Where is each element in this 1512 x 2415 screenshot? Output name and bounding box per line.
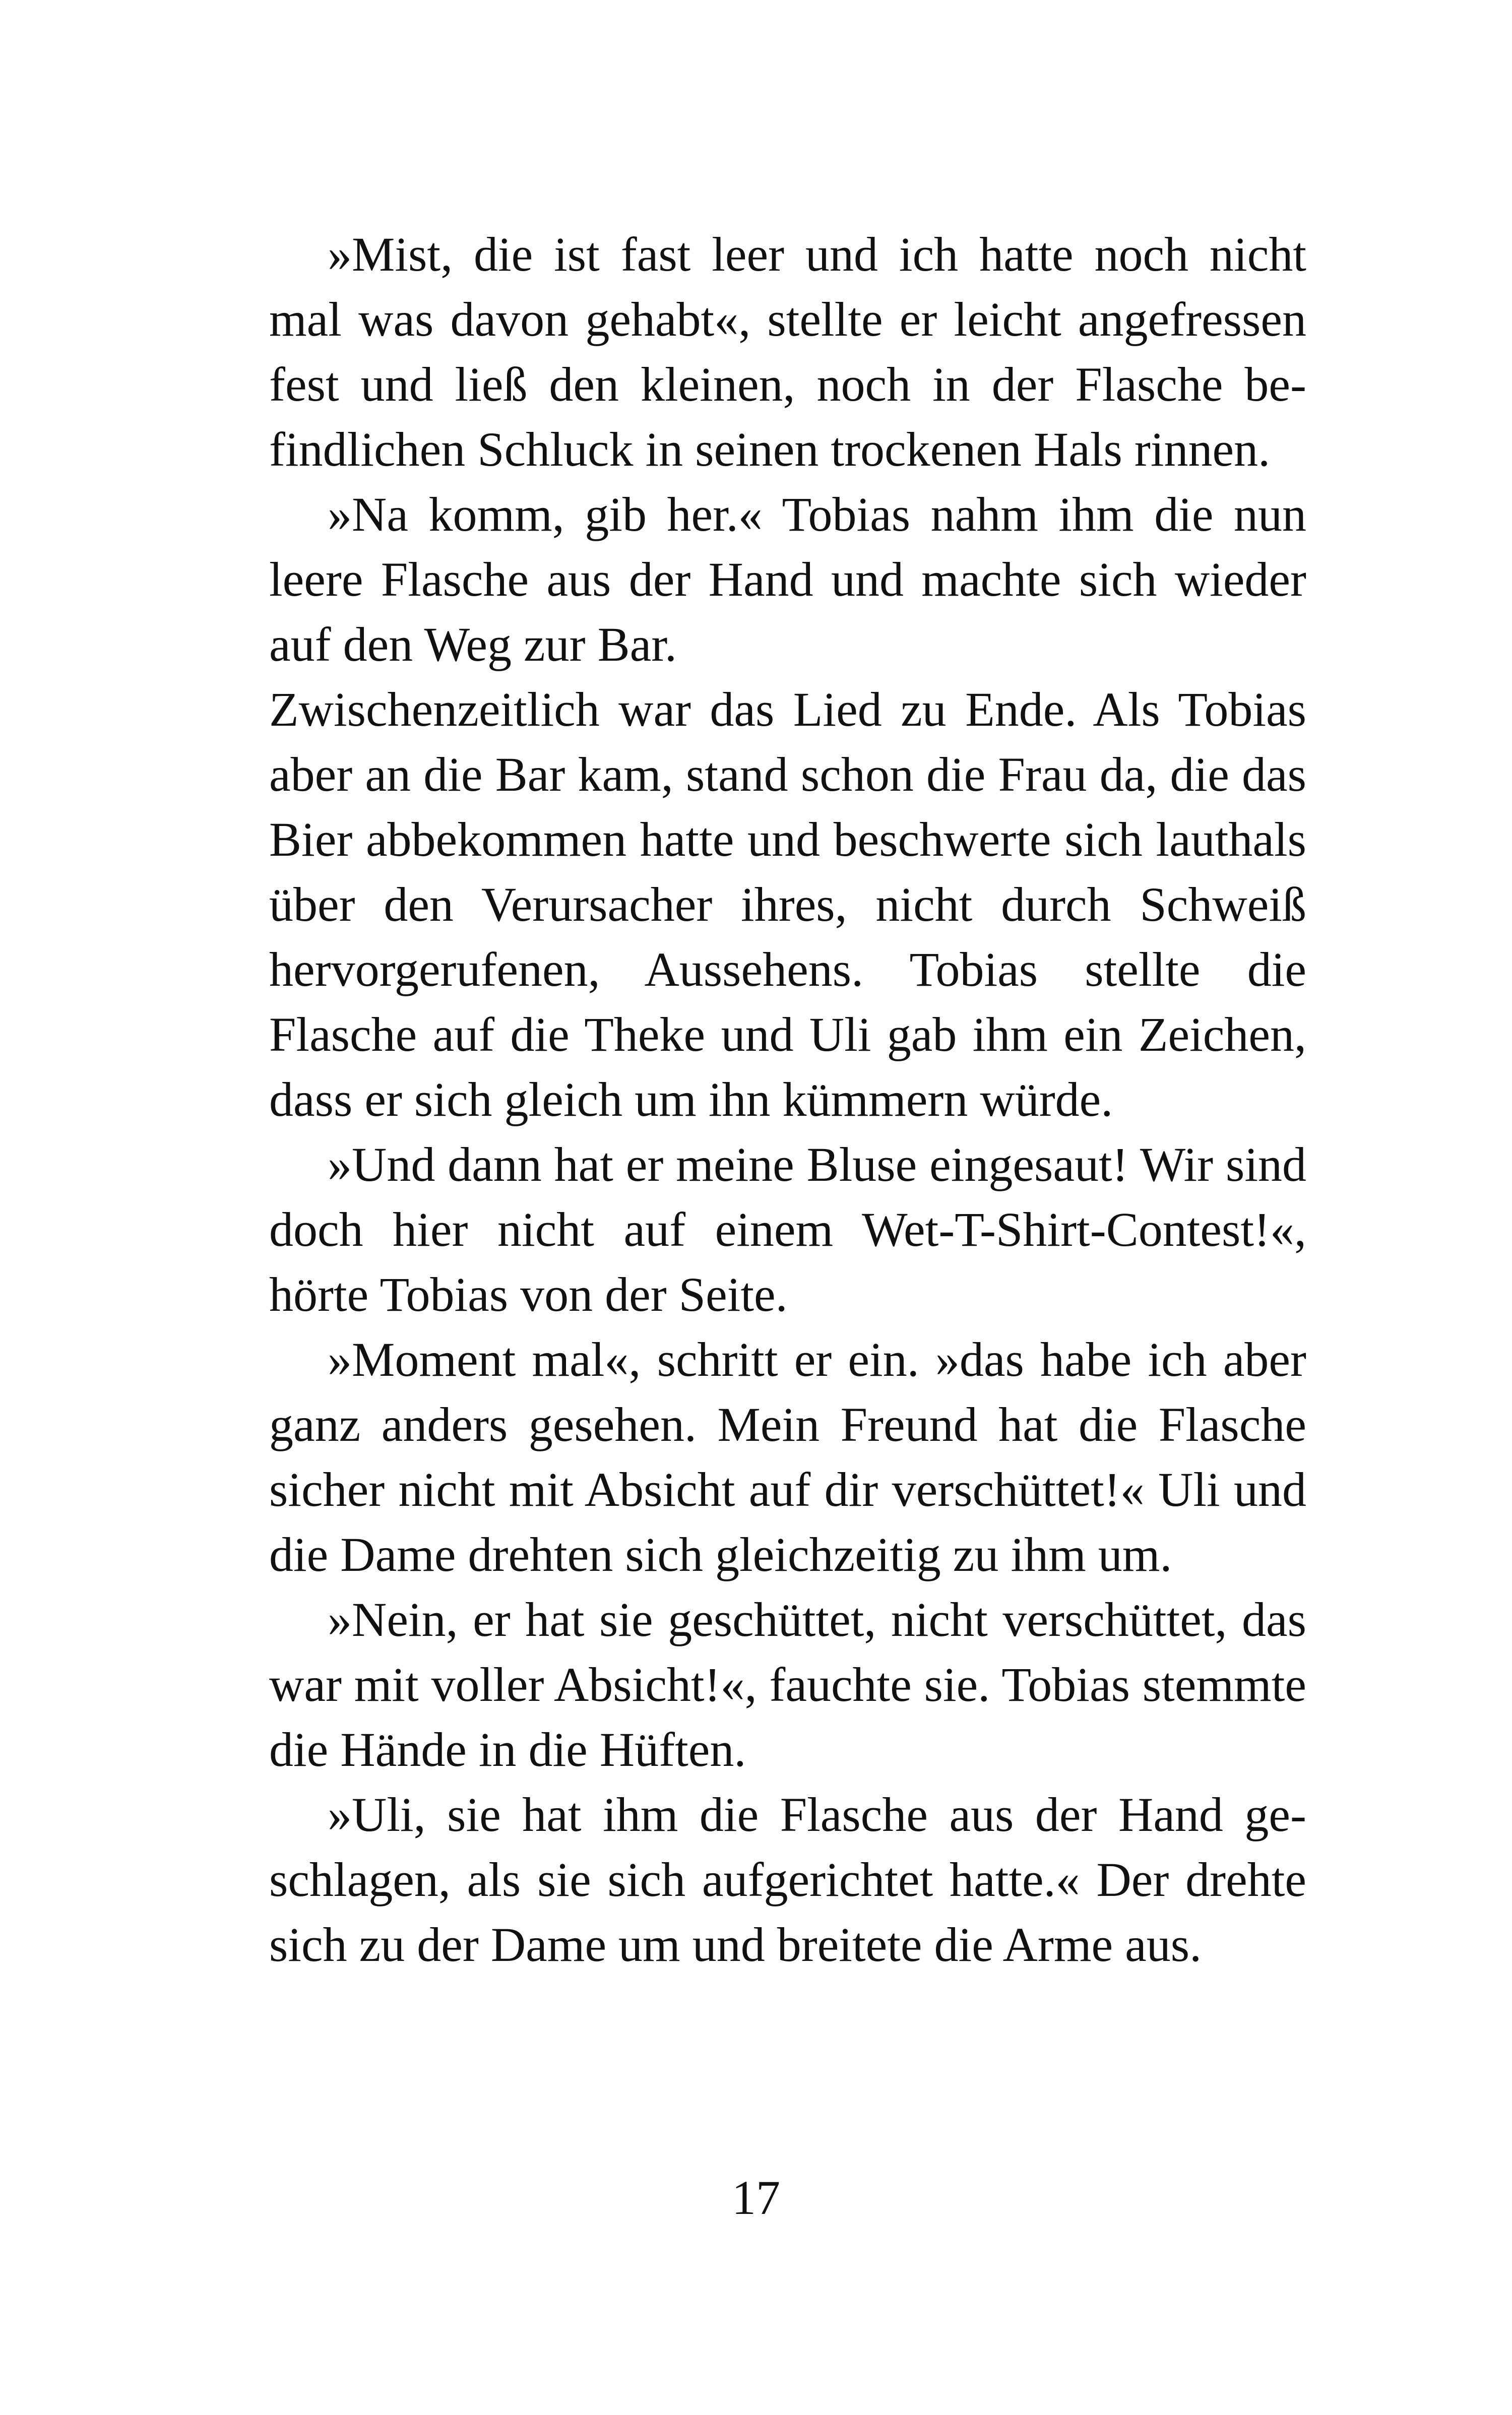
paragraph-3: Zwischenzeitlich war das Lied zu Ende. Als Tobias aber an die Bar kam, stand schon die Frau da, die das Bier abbekommen hatte und beschwerte sich lauthals über den Verursacher ihres, nicht durch Schweiß hervorgerufenen, Aussehens. Tobias stellte die Flasche auf die Theke und Uli gab ihm ein Zeichen, dass er sich gleich um ihn kümmern würde. xyxy=(269,682,1306,1126)
paragraph-7: »Uli, sie hat ihm die Flasche aus der Hand geschlagen, als sie sich aufgerichtet hatte.« Der drehte sich zu der Dame um und breitete die Arme aus. xyxy=(269,1788,1306,1972)
body-text xyxy=(269,222,1306,1977)
paragraph-6: »Nein, er hat sie geschüttet, nicht verschüttet, das war mit voller Absicht!«, fauchte sie. Tobias stemmte die Hände in die Hüften. xyxy=(269,1593,1306,1776)
page-number: 17 xyxy=(732,2171,780,2225)
paragraph-1: »Mist, die ist fast leer und ich hatte noch nicht mal was davon gehabt«, stellte er leicht angefressen fest und ließ den kleinen, noch in der Flasche befindlichen Schluck in seinen trockenen Hals rinnen. xyxy=(269,227,1306,476)
paragraph-5: »Moment mal«, schritt er ein. »das habe ich aber ganz anders gesehen. Mein Freund hat die Flasche sicher nicht mit Absicht auf dir verschüttet!« Uli und die Dame drehten sich gleichzeitig zu ihm um. xyxy=(269,1332,1306,1581)
paragraph-4: »Und dann hat er meine Bluse eingesaut! Wir sind doch hier nicht auf einem Wet-T-Shirt-Contest!«, hörte Tobias von der Seite. xyxy=(269,1137,1306,1321)
paragraph-2: »Na komm, gib her.« Tobias nahm ihm die nun leere Flasche aus der Hand und machte sich wieder auf den Weg zur Bar. xyxy=(269,487,1306,671)
